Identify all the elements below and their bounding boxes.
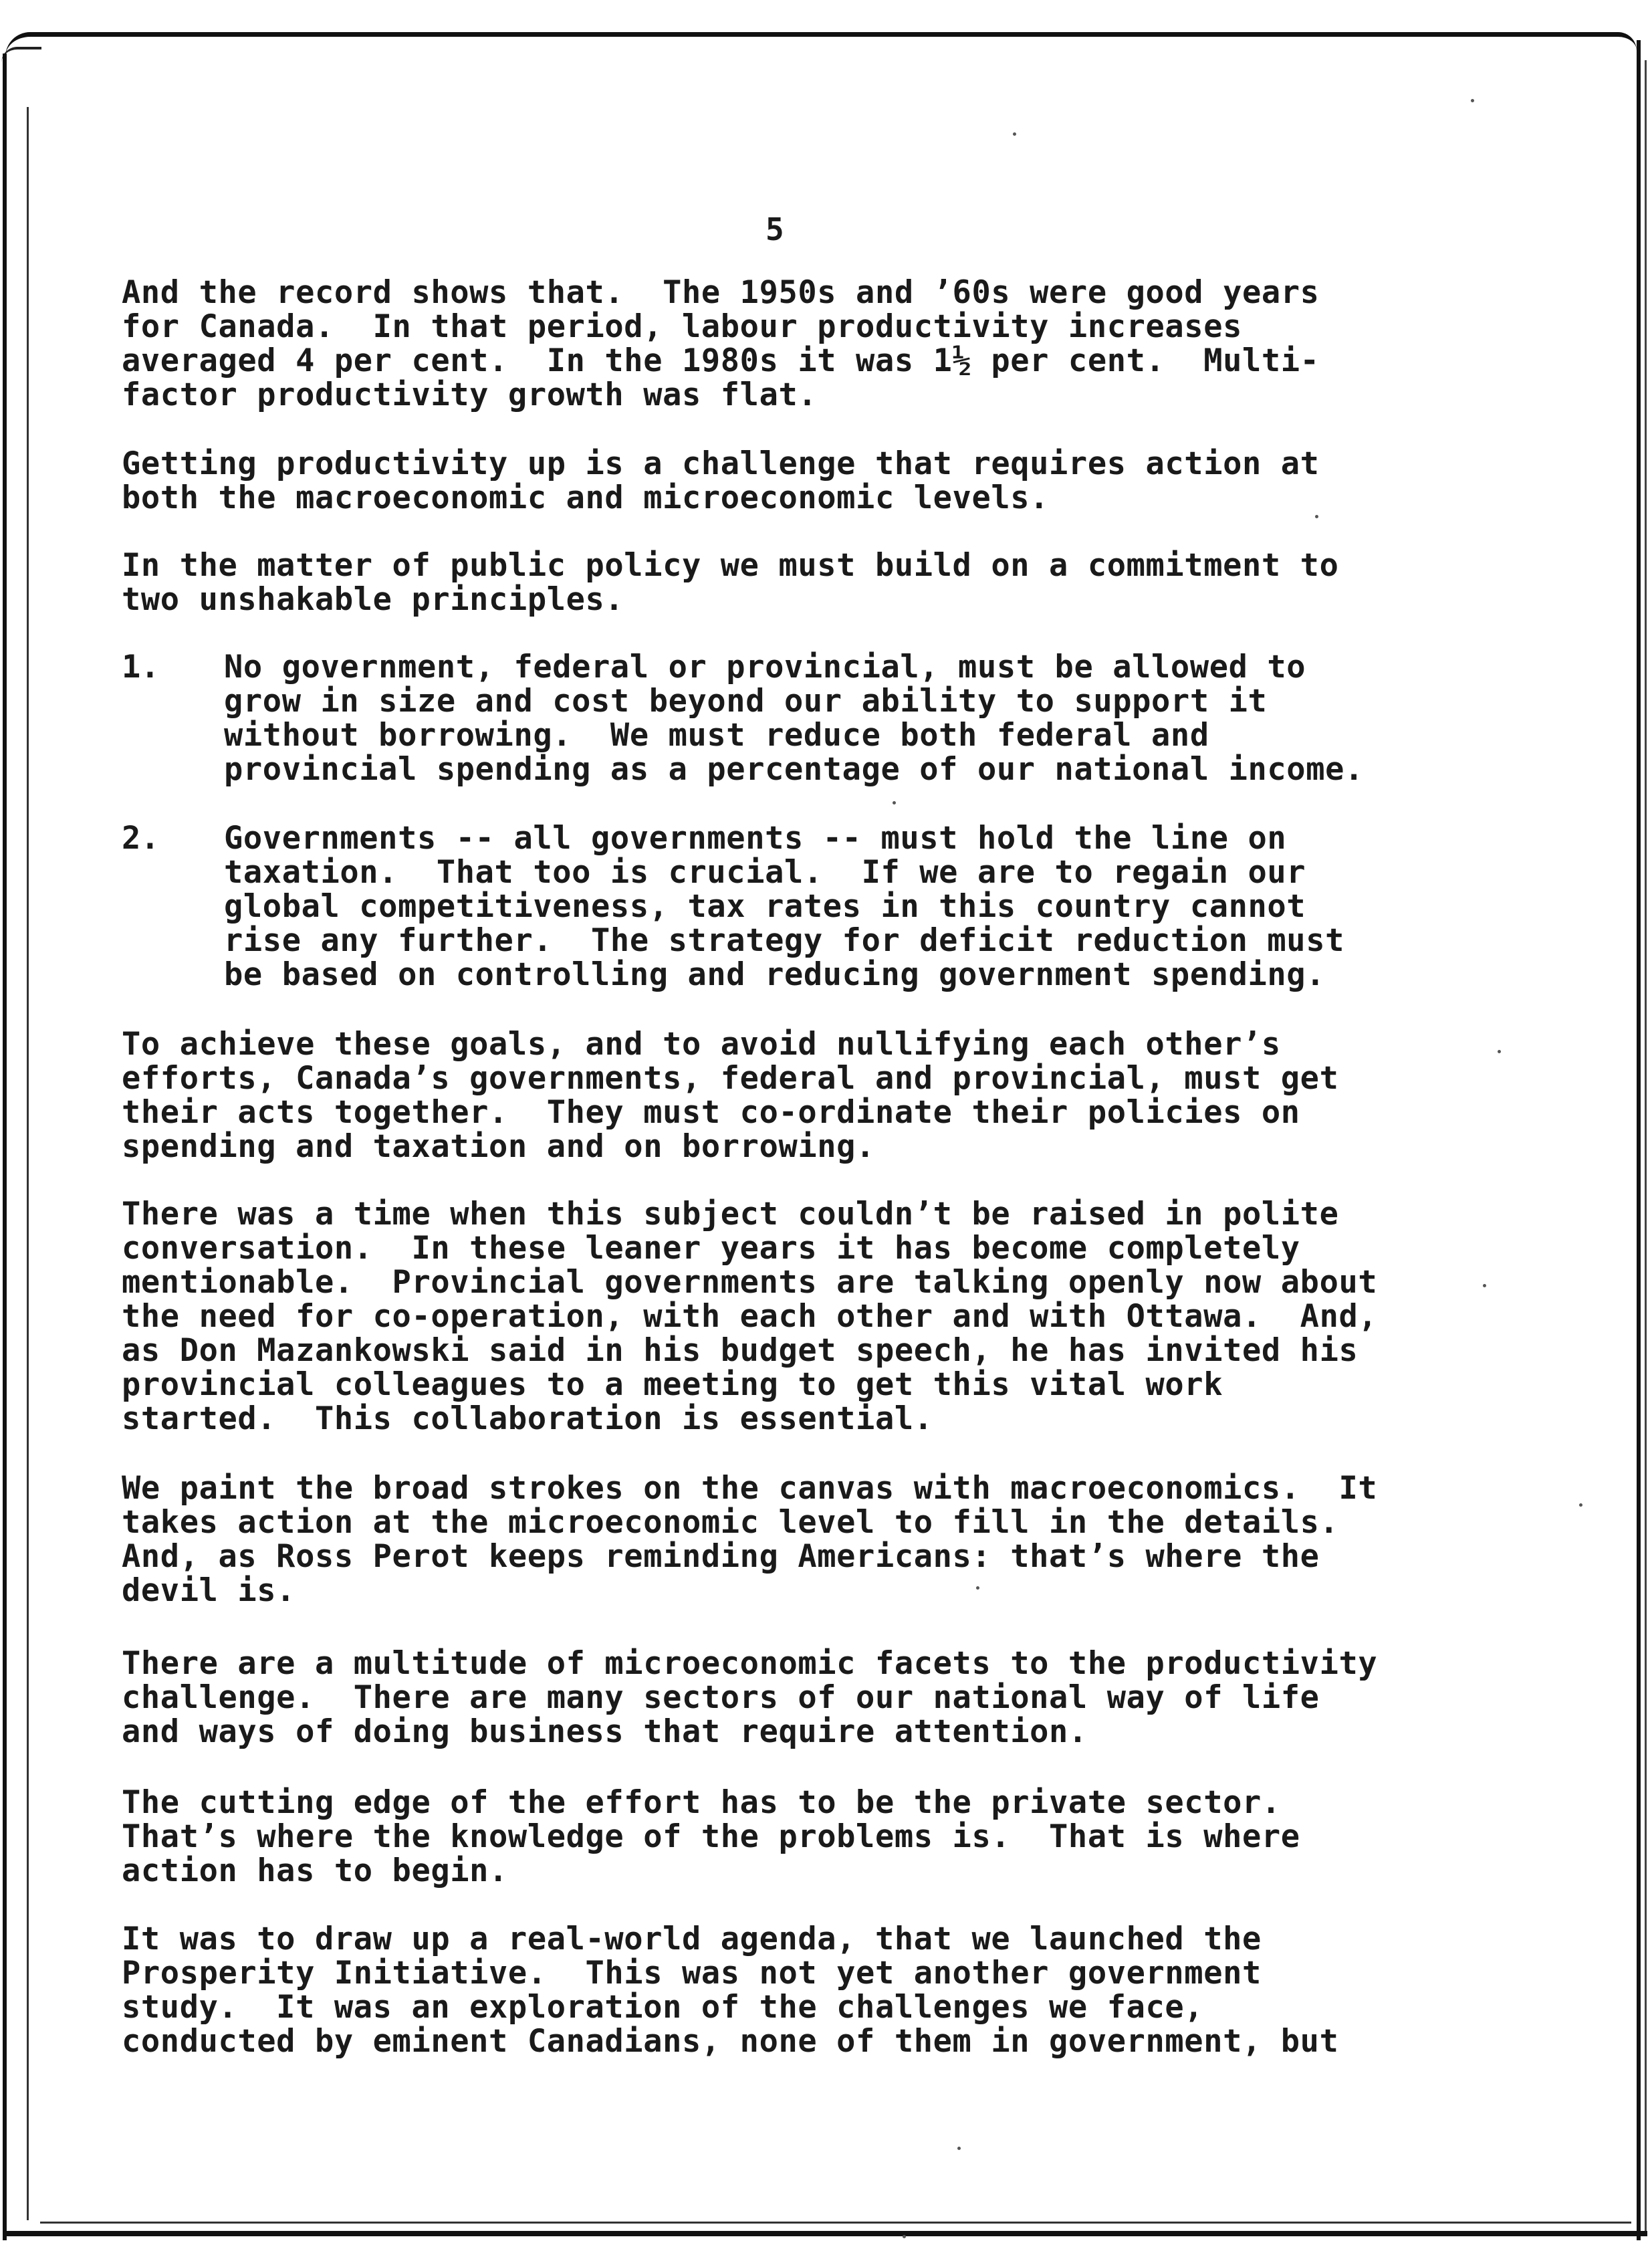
scan-speck — [903, 2235, 906, 2238]
paragraph: To achieve these goals, and to avoid nullifying each other’s efforts, Canada’s governments, federal and provincial, must get their acts together. They must co-ordinate their policies on spending and taxation and on borrowing. — [122, 1026, 1339, 1165]
page-frame-bottom — [3, 2231, 1647, 2236]
page-frame-top — [5, 32, 1637, 57]
paragraph: There was a time when this subject couldn’t be raised in polite conversation. In these leaner years it has become completely mentionable. Provincial governments are talking openly now about the need for co-operation, with each other and with Ottawa. And, as Don Mazankowski said in his budget speech, he has invited his provincial colleagues to a meeting to get this vital work started. This collaboration is essential. — [122, 1196, 1378, 1437]
paragraph: We paint the broad strokes on the canvas with macroeconomics. It takes action at the microeconomic level to fill in the details. And, as Ross Perot keeps reminding Americans: that’s where the devil is. — [122, 1470, 1378, 1609]
scan-speck — [957, 2147, 961, 2150]
page-frame-bottom-inner — [40, 2222, 1631, 2224]
scan-speck — [1471, 99, 1474, 102]
page-frame-right-inner — [1645, 60, 1647, 2234]
scan-speck — [893, 801, 896, 804]
paragraph: Getting productivity up is a challenge that requires action at both the macroeconomic and microeconomic levels. — [122, 445, 1320, 516]
list-text: Governments -- all governments -- must hold the line on taxation. That too is crucial. If we are to regain our global competitiveness, tax rates in this country cannot rise any further. The strategy for deficit reduction must be based on controlling and reducing government spending. — [224, 820, 1344, 993]
page-number: 5 — [765, 211, 784, 247]
paragraph: In the matter of public policy we must build on a commitment to two unshakable principles. — [122, 547, 1339, 618]
paragraph: The cutting edge of the effort has to be the private sector. That’s where the knowledge of the problems is. That is where action has to begin. — [122, 1784, 1300, 1889]
paragraph: And the record shows that. The 1950s and ’60s were good years for Canada. In that period, labour productivity increases averaged 4 per cent. In the 1980s it was 1½ per cent. Multi- factor productivity growth was flat. — [122, 274, 1320, 413]
list-number: 1. — [122, 649, 160, 685]
list-number: 2. — [122, 820, 160, 857]
page-frame-left — [3, 53, 7, 2240]
scan-speck — [1013, 132, 1016, 136]
paragraph: It was to draw up a real-world agenda, that we launched the Prosperity Initiative. This was not yet another government study. It was an exploration of the challenges we face, conducted by eminent Canadians, none of them in government, but — [122, 1921, 1339, 2060]
page-frame-left-inner — [27, 107, 29, 2220]
page-frame-right — [1637, 40, 1641, 2240]
scan-speck — [1315, 515, 1318, 518]
list-text: No government, federal or provincial, must be allowed to grow in size and cost beyond our ability to support it without borrowing. We must reduce both federal and provincial spending as a percentage of our national income. — [224, 649, 1364, 788]
page-frame-top-curl — [1, 47, 41, 63]
paragraph: There are a multitude of microeconomic facets to the productivity challenge. There are many sectors of our national way of life and ways of doing business that require attention. — [122, 1645, 1378, 1750]
